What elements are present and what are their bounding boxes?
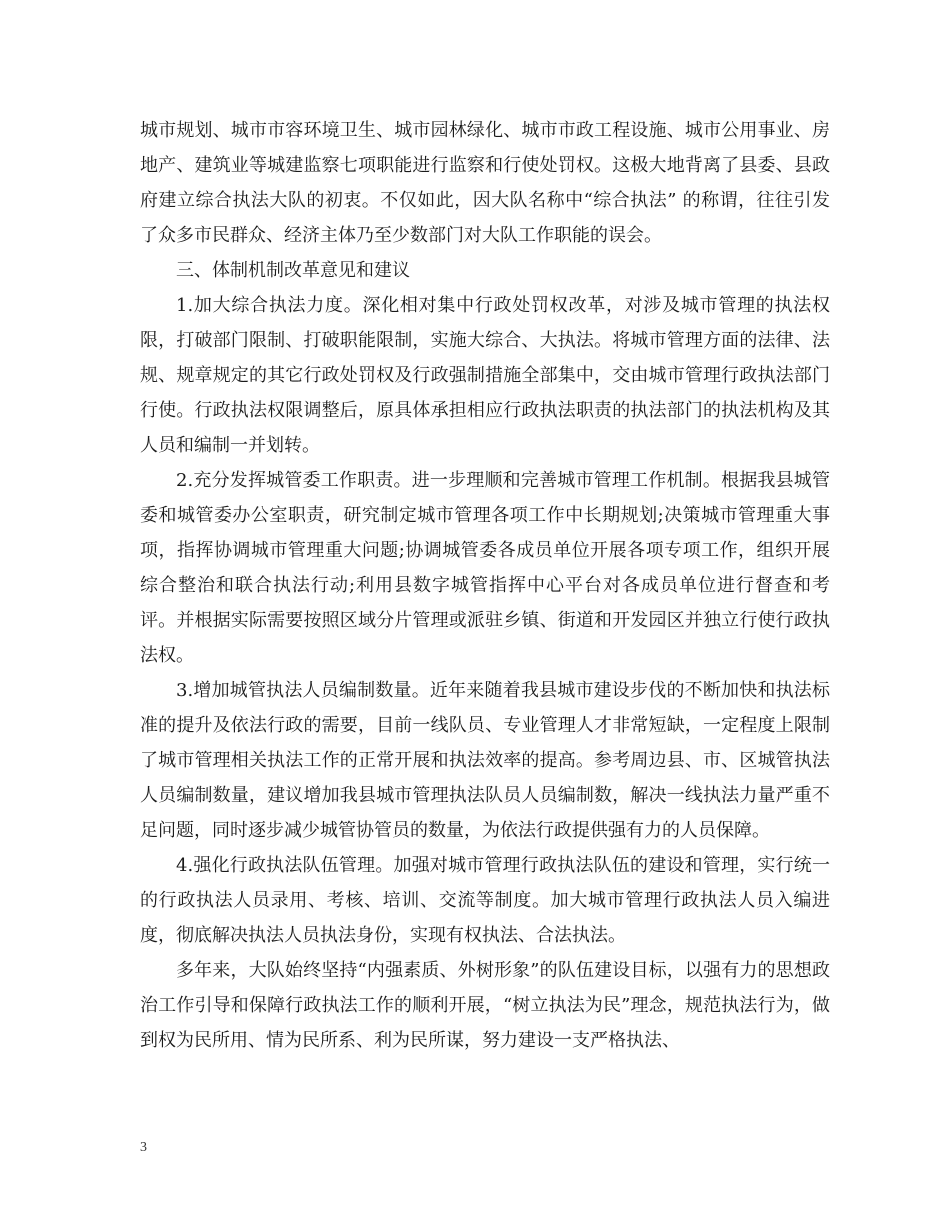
paragraph-1: 城市规划、城市市容环境卫生、城市园林绿化、城市市政工程设施、城市公用事业、房地产、建筑业等城建监察七项职能进行监察和行使处罚权。这极大地背离了县委、县政府建立综合执法大队的初衷。不仅如此，因大队名称中“综合执法” 的称谓，往往引发了众多市民群众、经济主体乃至少数部门对大队工作职能的误会。 — [140, 120, 830, 246]
paragraph-item-4: 4.强化行政执法队伍管理。加强对城市管理行政执法队伍的建设和管理，实行统一的行政执法人员录用、考核、培训、交流等制度。加大城市管理行政执法人员入编进度，彻底解决执法人员执法身份，实现有权执法、合法执法。 — [140, 855, 830, 946]
paragraph-item-2: 2.充分发挥城管委工作职责。进一步理顺和完善城市管理工作机制。根据我县城管委和城管委办公室职责，研究制定城市管理各项工作中长期规划;决策城市管理重大事项，指挥协调城市管理重大问题;协调城管委各成员单位开展各项专项工作，组织开展综合整治和联合执法行动;利用县数字城管指挥中心平台对各成员单位进行督查和考评。并根据实际需要按照区域分片管理或派驻乡镇、街道和开发园区并独立行使行政执法权。 — [140, 470, 830, 666]
paragraph-closing: 多年来，大队始终坚持“内强素质、外树形象”的队伍建设目标，以强有力的思想政治工作引导和保障行政执法工作的顺利开展，“树立执法为民”理念，规范执法行为，做到权为民所用、情为民所系、利为民所谋，努力建设一支严格执法、 — [140, 960, 830, 1051]
section-heading-3: 三、体制机制改革意见和建议 — [176, 260, 410, 281]
paragraph-item-1: 1.加大综合执法力度。深化相对集中行政处罚权改革，对涉及城市管理的执法权限，打破部门限制、打破职能限制，实施大综合、大执法。将城市管理方面的法律、法规、规章规定的其它行政处罚权及行政强制措施全部集中，交由城市管理行政执法部门行使。行政执法权限调整后，原具体承担相应行政执法职责的执法部门的执法机构及其人员和编制一并划转。 — [140, 295, 830, 456]
paragraph-item-3: 3.增加城管执法人员编制数量。近年来随着我县城市建设步伐的不断加快和执法标准的提升及依法行政的需要，目前一线队员、专业管理人才非常短缺，一定程度上限制了城市管理相关执法工作的正常开展和执法效率的提高。参考周边县、市、区城管执法人员编制数量，建议增加我县城市管理执法队员人员编制数，解决一线执法力量严重不足问题，同时逐步减少城管协管员的数量，为依法行政提供强有力的人员保障。 — [140, 680, 830, 841]
page-number: 3 — [140, 1140, 147, 1155]
document-body — [140, 113, 830, 1058]
